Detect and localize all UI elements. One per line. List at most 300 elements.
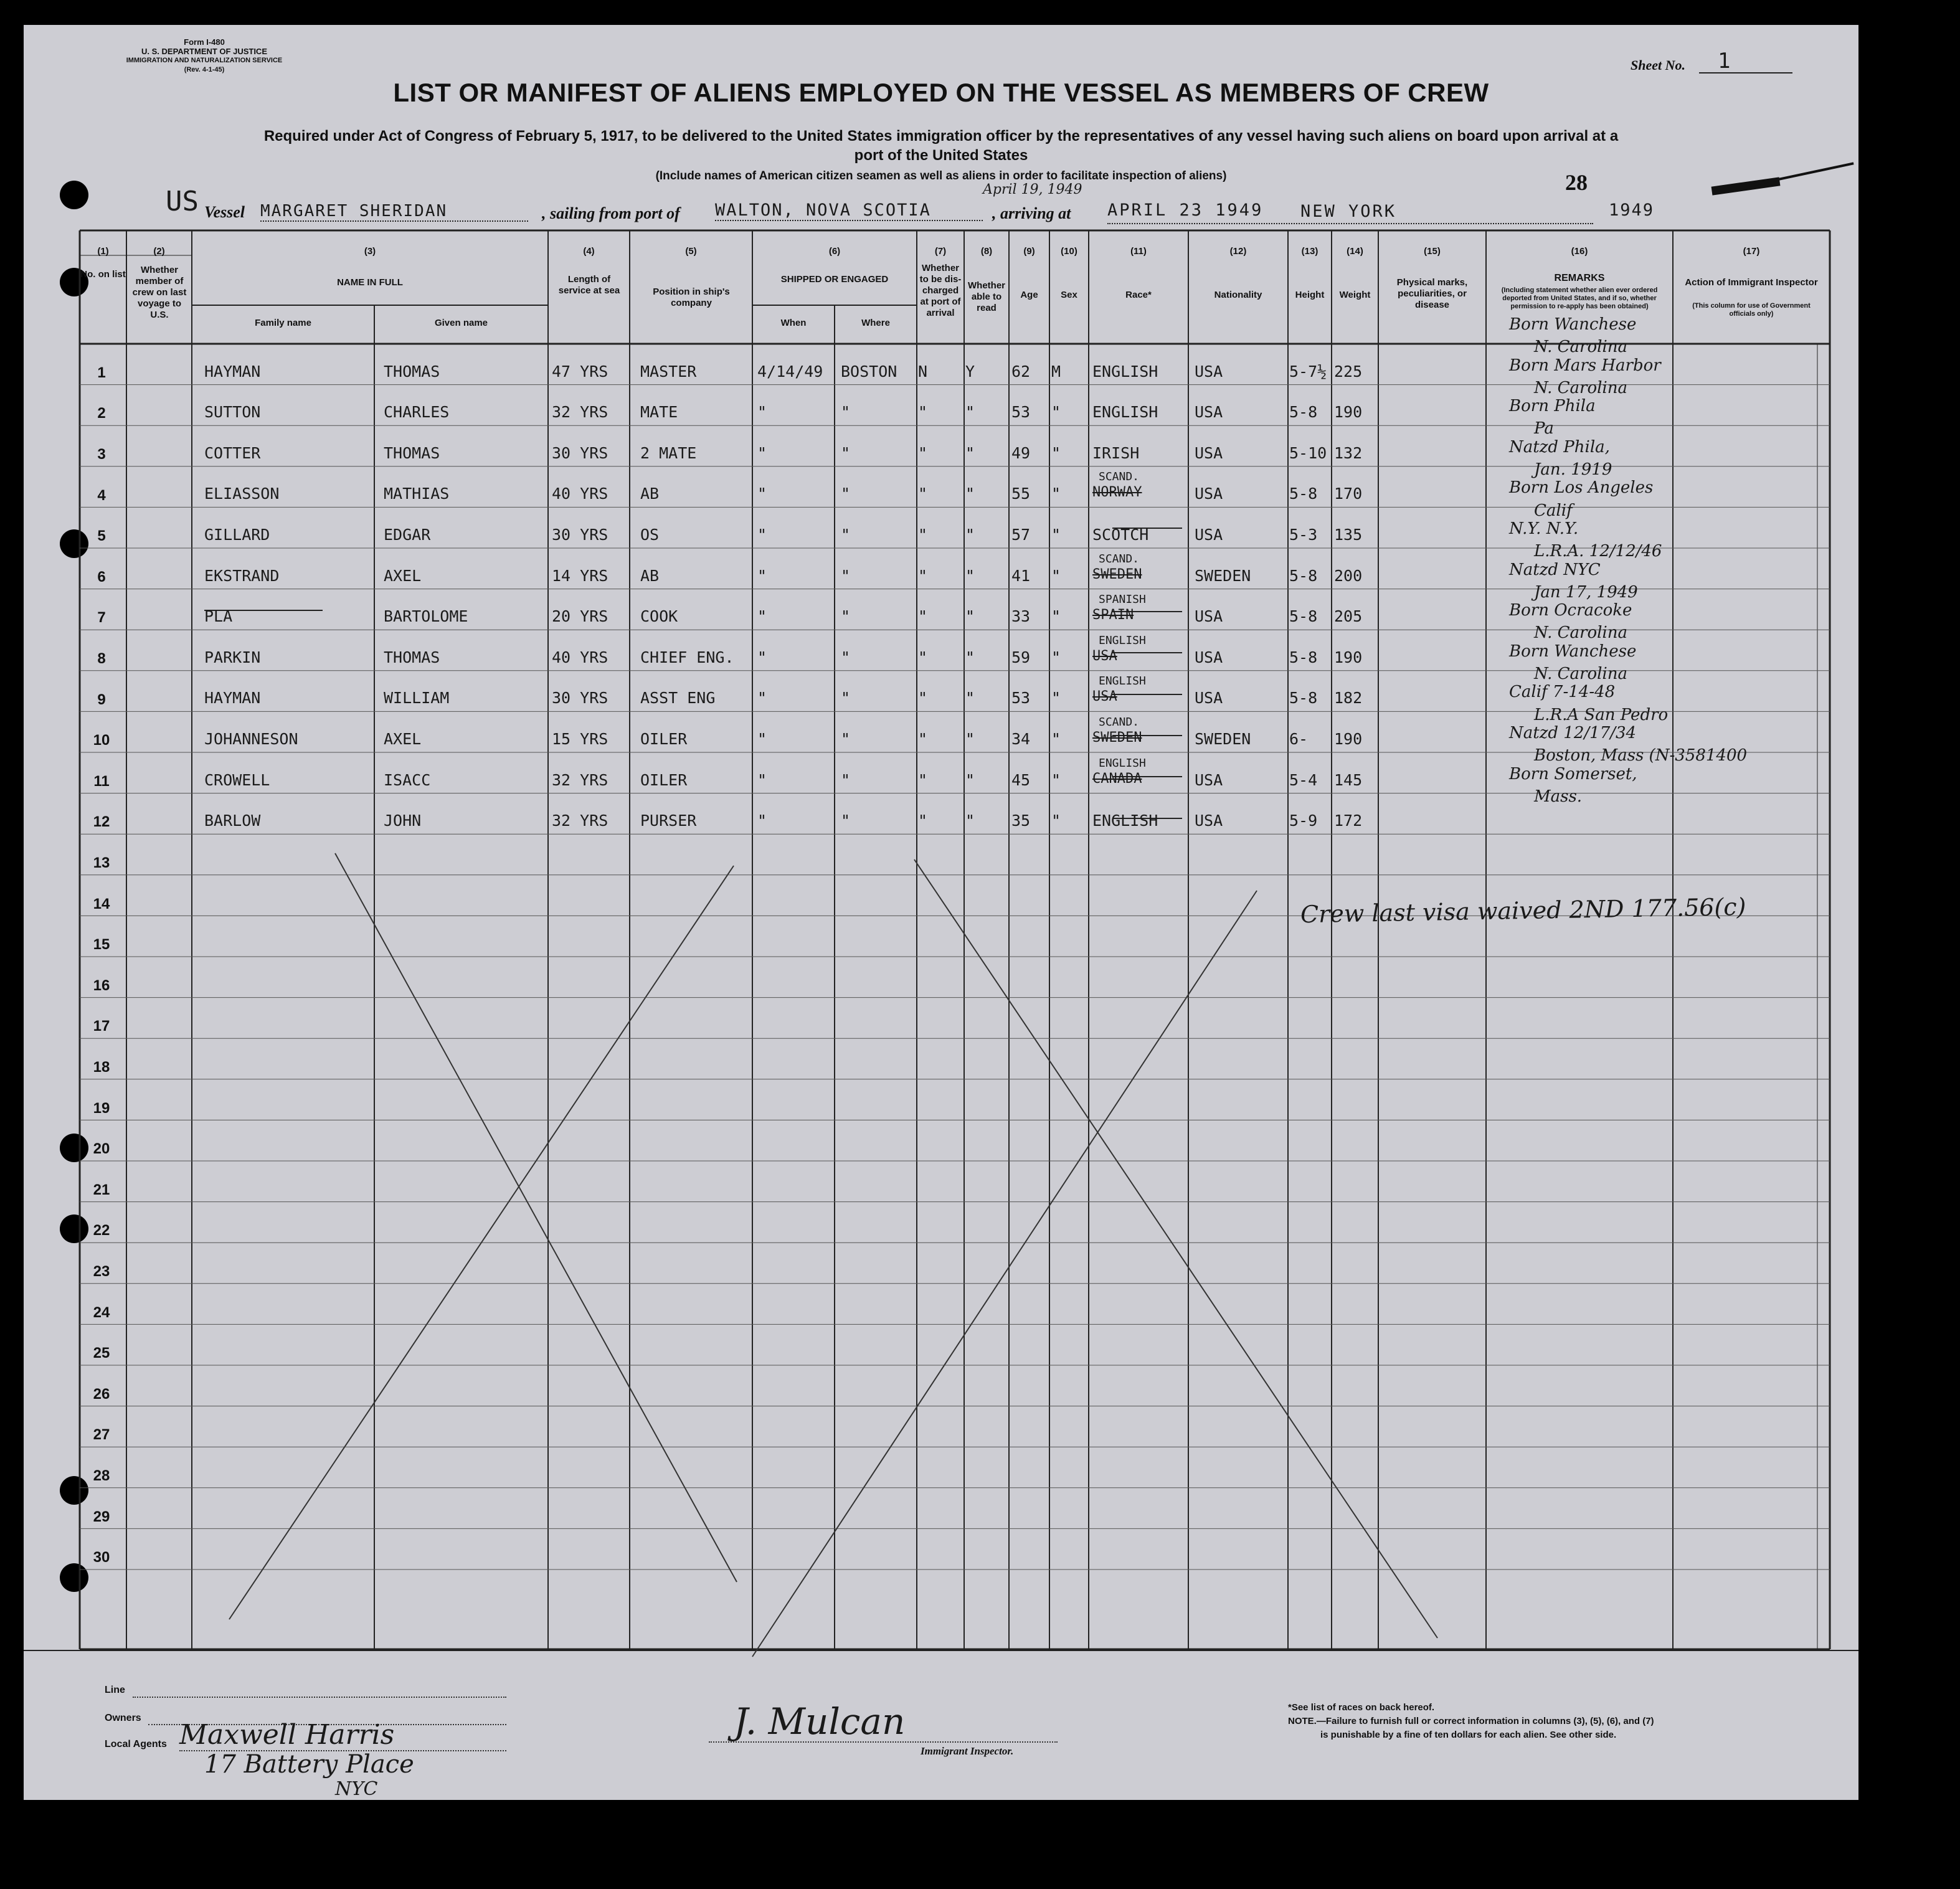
cell-height: 5-10 xyxy=(1289,443,1327,462)
year: 1949 xyxy=(1609,201,1655,220)
arriving-label: , arriving at xyxy=(992,204,1071,222)
col-head-service: Length of service at sea xyxy=(558,274,620,296)
col-num-10: (10) xyxy=(1061,246,1077,257)
col-head-nationality: Nationality xyxy=(1214,290,1262,300)
cell-service: 15 YRS xyxy=(552,729,608,748)
cell-position: AB xyxy=(640,566,660,585)
vessel-name: MARGARET SHERIDAN xyxy=(260,202,528,222)
cell-age: 45 xyxy=(1011,770,1031,789)
row-number-empty: 21 xyxy=(93,1181,110,1198)
cell-read: " xyxy=(965,689,975,708)
cell-service: 32 YRS xyxy=(552,403,608,422)
cell-read: " xyxy=(965,525,975,544)
cell-weight: 225 xyxy=(1334,362,1363,381)
cell-service: 40 YRS xyxy=(552,485,608,503)
cell-when: " xyxy=(757,566,767,585)
cell-read: " xyxy=(965,443,975,462)
cell-where: " xyxy=(841,689,851,708)
row-number: 3 xyxy=(97,445,106,463)
cell-given: THOMAS xyxy=(384,443,440,462)
col-num-1: (1) xyxy=(97,246,109,257)
cell-weight: 190 xyxy=(1334,648,1363,666)
cell-disch: N xyxy=(918,362,928,381)
col-head-shipped: SHIPPED OR ENGAGED xyxy=(780,274,889,285)
cell-sex: " xyxy=(1051,689,1061,708)
cell-family: SUTTON xyxy=(204,403,261,422)
owners-label: Owners xyxy=(105,1713,141,1723)
manifest-sheet xyxy=(24,25,1858,1800)
col-head-discharged: Whether to be dis- charged at port of arrival xyxy=(919,263,962,318)
row-number: 1 xyxy=(97,364,106,381)
cell-sex: " xyxy=(1051,403,1061,422)
cell-race-corrected: ENGLISH xyxy=(1099,633,1146,647)
cell-when: 4/14/49 xyxy=(757,362,823,381)
col-num-12: (12) xyxy=(1229,246,1247,257)
col-head-height: Height xyxy=(1295,290,1325,300)
cell-where: " xyxy=(841,812,851,830)
line-field xyxy=(133,1697,506,1698)
col-num-11: (11) xyxy=(1130,246,1147,257)
col-head-name: NAME IN FULL xyxy=(337,277,403,288)
cell-service: 20 YRS xyxy=(552,607,608,626)
arrival-date: APRIL 23 1949 xyxy=(1107,201,1264,220)
cell-when: " xyxy=(757,729,767,748)
cell-nationality: SWEDEN xyxy=(1195,729,1251,748)
subtitle-act: Required under Act of Congress of February 5, 1917, to be delivered to the United States immigration officer by the representatives of any vessel having such aliens on board upon arrival at a xyxy=(263,128,1619,144)
cell-remarks: Natzd NYC xyxy=(1509,560,1601,579)
cell-where: " xyxy=(841,770,851,789)
col-num-13: (13) xyxy=(1301,246,1319,257)
col-num-8: (8) xyxy=(980,246,993,257)
row-number-empty: 14 xyxy=(93,895,110,912)
cell-family: PLA xyxy=(204,607,233,626)
row-number-empty: 24 xyxy=(93,1304,110,1321)
col-head-read: Whether able to read xyxy=(968,280,1005,313)
col-num-7: (7) xyxy=(934,246,947,257)
row-number-empty: 30 xyxy=(93,1549,110,1566)
agent-city: NYC xyxy=(335,1778,378,1800)
cell-race-corrected: ENGLISH xyxy=(1099,675,1146,688)
row-number-empty: 29 xyxy=(93,1508,110,1525)
col-num-14: (14) xyxy=(1347,246,1363,257)
cell-where: " xyxy=(841,443,851,462)
cell-position: OILER xyxy=(640,770,688,789)
agent-address: 17 Battery Place xyxy=(204,1750,414,1779)
cell-service: 32 YRS xyxy=(552,770,608,789)
cell-read: Y xyxy=(965,362,975,381)
row-number: 12 xyxy=(93,813,110,831)
cell-race-corrected: SCAND. xyxy=(1099,715,1140,729)
cell-disch: " xyxy=(918,729,928,748)
cell-remarks: Born Los Angeles xyxy=(1509,478,1654,498)
cell-remarks: Natzd Phila, xyxy=(1509,437,1610,457)
subtitle-port: port of the United States xyxy=(854,147,1028,164)
agent-name: Maxwell Harris xyxy=(179,1719,395,1751)
cell-remarks: Born Mars Harbor xyxy=(1509,356,1661,375)
cell-race: ENGLISH xyxy=(1092,362,1158,381)
cell-position: MATE xyxy=(640,403,678,422)
col-head-last-voyage: Whether member of crew on last voyage to U.S. xyxy=(132,265,187,320)
cell-remarks: Calif 7-14-48 xyxy=(1509,683,1616,702)
col-head-no: No. on list xyxy=(80,269,126,280)
cell-age: 62 xyxy=(1011,362,1031,381)
service-name: IMMIGRATION AND NATURALIZATION SERVICE xyxy=(126,57,283,64)
cell-where: " xyxy=(841,648,851,666)
cell-race-corrected: SPANISH xyxy=(1099,593,1146,607)
cell-height: 5-8 xyxy=(1289,648,1318,666)
cell-weight: 135 xyxy=(1334,525,1363,544)
cell-disch: " xyxy=(918,812,928,830)
cell-height: 6- xyxy=(1289,729,1309,748)
cell-race-struck: USA xyxy=(1092,648,1117,664)
cell-where: " xyxy=(841,485,851,503)
row-number: 8 xyxy=(97,650,106,667)
row-number: 7 xyxy=(97,609,106,627)
cell-service: 32 YRS xyxy=(552,812,608,830)
cell-remarks: Mass. xyxy=(1534,787,1583,806)
cell-family: HAYMAN xyxy=(204,689,261,708)
col-num-3: (3) xyxy=(364,246,376,257)
cell-sex: " xyxy=(1051,812,1061,830)
row-number-empty: 23 xyxy=(93,1263,110,1280)
cell-nationality: USA xyxy=(1195,485,1223,503)
cell-family: CROWELL xyxy=(204,770,270,789)
col-head-where: Where xyxy=(861,318,890,328)
cell-nationality: USA xyxy=(1195,443,1223,462)
cell-service: 30 YRS xyxy=(552,443,608,462)
cell-race-struck: NORWAY xyxy=(1092,485,1142,501)
revision: (Rev. 4-1-45) xyxy=(184,66,225,73)
cell-remarks: Boston, Mass (N-3581400 xyxy=(1534,746,1748,765)
cell-disch: " xyxy=(918,403,928,422)
cell-sex: " xyxy=(1051,443,1061,462)
cell-sex: " xyxy=(1051,566,1061,585)
cell-race-struck: CANADA xyxy=(1092,770,1142,787)
cell-nationality: USA xyxy=(1195,607,1223,626)
cell-weight: 205 xyxy=(1334,607,1363,626)
col-head-family: Family name xyxy=(255,318,311,328)
cell-race: ENGLISH xyxy=(1092,403,1158,422)
inspector-label: Immigrant Inspector. xyxy=(921,1745,1014,1757)
cell-service: 40 YRS xyxy=(552,648,608,666)
cell-nationality: USA xyxy=(1195,403,1223,422)
col-num-16: (16) xyxy=(1571,246,1588,257)
cell-where: " xyxy=(841,607,851,626)
cell-remarks: Natzd 12/17/34 xyxy=(1509,724,1637,743)
cell-weight: 145 xyxy=(1334,770,1363,789)
row-number-empty: 27 xyxy=(93,1426,110,1444)
port-to: NEW YORK xyxy=(1300,202,1397,221)
cell-nationality: USA xyxy=(1195,812,1223,830)
cell-remarks: Born Wanchese xyxy=(1509,315,1637,334)
cell-family: ELIASSON xyxy=(204,485,280,503)
cell-remarks: Calif xyxy=(1534,501,1573,520)
cell-given: THOMAS xyxy=(384,362,440,381)
cell-disch: " xyxy=(918,525,928,544)
cell-sex: " xyxy=(1051,485,1061,503)
cell-when: " xyxy=(757,443,767,462)
cell-read: " xyxy=(965,403,975,422)
races-note: *See list of races on back hereof. xyxy=(1288,1702,1435,1713)
line-label: Line xyxy=(105,1685,125,1695)
cell-remarks: Born Wanchese xyxy=(1509,642,1637,661)
cell-position: PURSER xyxy=(640,812,697,830)
agents-label: Local Agents xyxy=(105,1739,167,1749)
sailing-label: , sailing from port of xyxy=(542,204,680,222)
cell-disch: " xyxy=(918,770,928,789)
cell-service: 30 YRS xyxy=(552,525,608,544)
cell-family: BARLOW xyxy=(204,812,261,830)
col-num-15: (15) xyxy=(1424,246,1441,257)
cell-when: " xyxy=(757,403,767,422)
col-head-given: Given name xyxy=(434,318,488,328)
cell-race: IRISH xyxy=(1092,443,1140,462)
col-head-action: Action of Immigrant Inspector xyxy=(1685,277,1818,288)
vessel-label: Vessel xyxy=(204,203,245,221)
cell-given: AXEL xyxy=(384,566,422,585)
sheet-number: 1 xyxy=(1718,49,1731,73)
cell-nationality: USA xyxy=(1195,770,1223,789)
row-number: 4 xyxy=(97,486,106,504)
cell-age: 53 xyxy=(1011,403,1031,422)
cell-height: 5-8 xyxy=(1289,403,1318,422)
cell-position: CHIEF ENG. xyxy=(640,648,734,666)
cell-when: " xyxy=(757,812,767,830)
row-number-empty: 28 xyxy=(93,1467,110,1484)
row-number-empty: 19 xyxy=(93,1099,110,1117)
cell-remarks: N.Y. N.Y. xyxy=(1509,519,1579,539)
cell-family: EKSTRAND xyxy=(204,566,280,585)
cell-disch: " xyxy=(918,689,928,708)
stamp-number: 28 xyxy=(1565,170,1588,195)
cell-remarks: Jan. 1919 xyxy=(1534,460,1612,479)
col-head-remarks: REMARKS xyxy=(1554,273,1605,283)
row-number: 5 xyxy=(97,528,106,545)
cell-when: " xyxy=(757,689,767,708)
cell-where: " xyxy=(841,403,851,422)
row-number: 6 xyxy=(97,568,106,585)
cell-when: " xyxy=(757,770,767,789)
page-title: LIST OR MANIFEST OF ALIENS EMPLOYED ON THE VESSEL AS MEMBERS OF CREW xyxy=(393,78,1489,107)
cell-disch: " xyxy=(918,443,928,462)
cell-sex: " xyxy=(1051,770,1061,789)
cell-weight: 182 xyxy=(1334,689,1363,708)
cell-when: " xyxy=(757,525,767,544)
cell-race-corrected: SCAND. xyxy=(1099,552,1140,566)
cell-sex: M xyxy=(1051,362,1061,381)
cell-remarks: L.R.A San Pedro xyxy=(1534,705,1669,724)
col-num-17: (17) xyxy=(1743,246,1760,257)
col-head-remarks-note: (Including statement whether alien ever ordered deported from United States, and if so, whether permission to re-apply has been obtained) xyxy=(1501,286,1658,310)
cell-race-struck: SWEDEN xyxy=(1092,729,1142,746)
row-number-empty: 25 xyxy=(93,1345,110,1362)
cell-given: JOHN xyxy=(384,812,422,830)
col-head-sex: Sex xyxy=(1061,290,1077,300)
cell-remarks: Pa xyxy=(1534,419,1554,438)
cell-remarks: Born Somerset, xyxy=(1509,764,1637,784)
cell-height: 5-8 xyxy=(1289,689,1318,708)
cell-read: " xyxy=(965,566,975,585)
cell-age: 55 xyxy=(1011,485,1031,503)
row-number-empty: 20 xyxy=(93,1140,110,1158)
cell-where: " xyxy=(841,525,851,544)
col-num-2: (2) xyxy=(153,246,165,257)
row-number: 10 xyxy=(93,732,110,749)
cell-age: 41 xyxy=(1011,566,1031,585)
cell-family: JOHANNESON xyxy=(204,729,298,748)
row-number-empty: 15 xyxy=(93,936,110,954)
cell-race-corrected: SCAND. xyxy=(1099,470,1140,484)
cell-height: 5-3 xyxy=(1289,525,1318,544)
cell-position: AB xyxy=(640,485,660,503)
inspector-signature: J. Mulcan xyxy=(734,1700,906,1743)
inspector-line xyxy=(709,1741,1058,1743)
cell-position: MASTER xyxy=(640,362,697,381)
cell-position: ASST ENG xyxy=(640,689,716,708)
cell-nationality: USA xyxy=(1195,648,1223,666)
cell-given: BARTOLOME xyxy=(384,607,468,626)
penalty-note-1: NOTE.—Failure to furnish full or correct information in columns (3), (5), (6), and (7) xyxy=(1288,1716,1654,1726)
col-num-9: (9) xyxy=(1023,246,1035,257)
cell-read: " xyxy=(965,607,975,626)
cell-nationality: SWEDEN xyxy=(1195,566,1251,585)
cell-weight: 172 xyxy=(1334,812,1363,830)
col-head-race: Race* xyxy=(1125,290,1152,300)
penalty-note-2: is punishable by a fine of ten dollars for each alien. See other side. xyxy=(1320,1730,1617,1740)
department: U. S. DEPARTMENT OF JUSTICE xyxy=(141,47,267,56)
cell-position: COOK xyxy=(640,607,678,626)
cell-height: 5-8 xyxy=(1289,607,1318,626)
cell-given: CHARLES xyxy=(384,403,450,422)
cell-service: 30 YRS xyxy=(552,689,608,708)
cell-where: " xyxy=(841,729,851,748)
col-num-6: (6) xyxy=(828,246,841,257)
row-number-empty: 22 xyxy=(93,1222,110,1239)
col-num-5: (5) xyxy=(685,246,697,257)
cell-height: 5-7½ xyxy=(1289,362,1327,381)
cell-weight: 190 xyxy=(1334,403,1363,422)
cell-age: 53 xyxy=(1011,689,1031,708)
cell-position: OS xyxy=(640,525,660,544)
cell-remarks: Born Ocracoke xyxy=(1509,601,1632,620)
us-mark: US xyxy=(166,186,199,217)
row-number-empty: 18 xyxy=(93,1059,110,1076)
sheet-label: Sheet No. xyxy=(1631,57,1685,73)
cell-read: " xyxy=(965,770,975,789)
col-head-age: Age xyxy=(1020,290,1038,300)
sailing-date: April 19, 1949 xyxy=(983,182,1082,197)
cell-sex: " xyxy=(1051,729,1061,748)
row-number: 2 xyxy=(97,405,106,422)
cell-read: " xyxy=(965,729,975,748)
cell-when: " xyxy=(757,648,767,666)
cell-height: 5-8 xyxy=(1289,566,1318,585)
cell-age: 33 xyxy=(1011,607,1031,626)
cell-weight: 190 xyxy=(1334,729,1363,748)
cell-position: 2 MATE xyxy=(640,443,697,462)
cell-nationality: USA xyxy=(1195,362,1223,381)
cell-remarks: Born Phila xyxy=(1509,397,1596,416)
cell-age: 57 xyxy=(1011,525,1031,544)
cell-given: ISACC xyxy=(384,770,431,789)
cell-service: 47 YRS xyxy=(552,362,608,381)
cell-disch: " xyxy=(918,485,928,503)
cell-given: MATHIAS xyxy=(384,485,450,503)
cell-height: 5-8 xyxy=(1289,485,1318,503)
cell-family: PARKIN xyxy=(204,648,261,666)
cell-race-struck: SPAIN xyxy=(1092,607,1134,623)
cell-race: ENGLISH xyxy=(1092,812,1158,830)
cell-when: " xyxy=(757,607,767,626)
cell-nationality: USA xyxy=(1195,525,1223,544)
row-number: 11 xyxy=(93,772,110,790)
cell-remarks: N. Carolina xyxy=(1534,338,1627,357)
cell-sex: " xyxy=(1051,607,1061,626)
port-from: WALTON, NOVA SCOTIA xyxy=(715,201,983,221)
col-head-position: Position in ship's company xyxy=(653,286,730,308)
cell-given: EDGAR xyxy=(384,525,431,544)
cell-when: " xyxy=(757,485,767,503)
cell-family: HAYMAN xyxy=(204,362,261,381)
cell-height: 5-4 xyxy=(1289,770,1318,789)
cell-sex: " xyxy=(1051,525,1061,544)
cell-where: BOSTON xyxy=(841,362,897,381)
cell-remarks: N. Carolina xyxy=(1534,664,1627,683)
col-head-action-note: (This column for use of Government officials only) xyxy=(1692,302,1811,318)
cell-weight: 132 xyxy=(1334,443,1363,462)
row-number-empty: 17 xyxy=(93,1018,110,1035)
row-number: 9 xyxy=(97,691,106,708)
cell-age: 34 xyxy=(1011,729,1031,748)
cell-service: 14 YRS xyxy=(552,566,608,585)
cell-race-corrected: ENGLISH xyxy=(1099,756,1146,770)
cell-remarks: Jan 17, 1949 xyxy=(1534,582,1638,602)
cell-given: THOMAS xyxy=(384,648,440,666)
form-number: Form I-480 xyxy=(184,37,225,47)
col-head-when: When xyxy=(780,318,807,328)
cell-race: SCOTCH xyxy=(1092,525,1149,544)
cell-remarks: N. Carolina xyxy=(1534,378,1627,397)
cell-position: OILER xyxy=(640,729,688,748)
cell-nationality: USA xyxy=(1195,689,1223,708)
row-number-empty: 16 xyxy=(93,977,110,994)
cell-remarks: N. Carolina xyxy=(1534,623,1627,643)
cell-race-struck: USA xyxy=(1092,689,1117,705)
cell-disch: " xyxy=(918,648,928,666)
cell-given: AXEL xyxy=(384,729,422,748)
subtitle-include: (Include names of American citizen seamen as well as aliens in order to facilitate inspection of aliens) xyxy=(655,169,1227,182)
cell-age: 59 xyxy=(1011,648,1031,666)
cell-family: GILLARD xyxy=(204,525,270,544)
cell-given: WILLIAM xyxy=(384,689,450,708)
cell-remarks: L.R.A. 12/12/46 xyxy=(1534,542,1662,561)
row-number-empty: 13 xyxy=(93,855,110,871)
cell-disch: " xyxy=(918,566,928,585)
cell-disch: " xyxy=(918,607,928,626)
cell-read: " xyxy=(965,648,975,666)
col-head-physical: Physical marks, peculiarities, or disease xyxy=(1396,277,1468,310)
cell-age: 35 xyxy=(1011,812,1031,830)
col-num-4: (4) xyxy=(583,246,595,257)
row-number-empty: 26 xyxy=(93,1385,110,1403)
cell-where: " xyxy=(841,566,851,585)
cell-race-struck: SWEDEN xyxy=(1092,566,1142,582)
cell-height: 5-9 xyxy=(1289,812,1318,830)
crew-visa-note: Crew last visa waived 2ND 177.56(c) xyxy=(1300,892,1746,929)
cell-weight: 170 xyxy=(1334,485,1363,503)
cell-family: COTTER xyxy=(204,443,261,462)
cell-read: " xyxy=(965,812,975,830)
